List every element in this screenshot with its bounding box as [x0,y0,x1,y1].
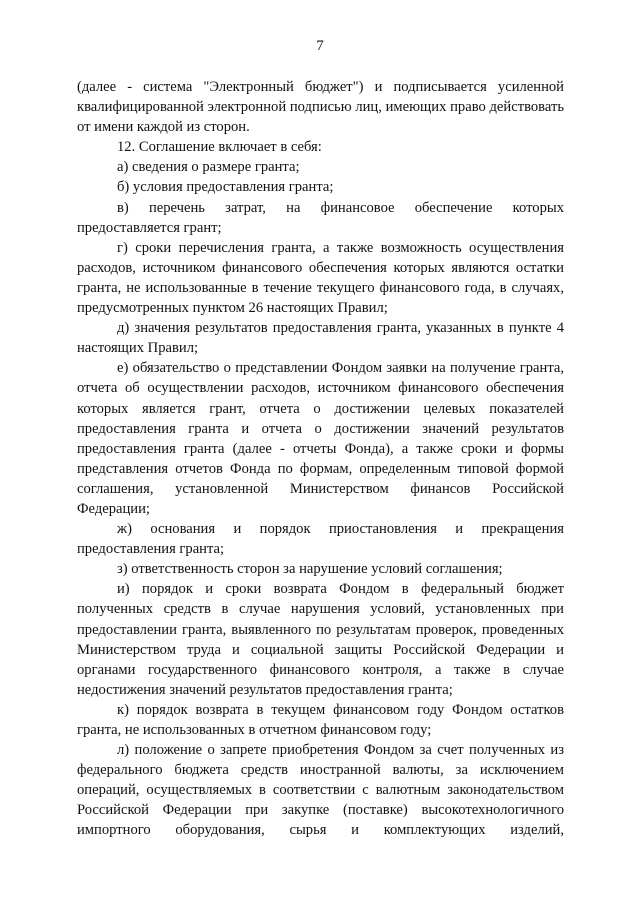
paragraph-item-g: г) сроки перечисления гранта, а также возможность осуществления расходов, источником финансового обеспечения которых являются остатки гранта, не использованные в течение текущего финансового года, в случаях, предусмотренных пунктом 26 настоящих Правил; [77,239,564,317]
paragraph-item-i: и) порядок и сроки возврата Фондом в федеральный бюджет полученных средств в случае нарушения условий, установленных при предоставлении гранта, выявленного по результатам проверок, проведенных Министерством труда и социальной защиты Российской Федерации и органами государственного финансового контроля, а также в случае недостижения значений результатов предоставления гранта; [77,581,564,698]
paragraph-clause-12: 12. Соглашение включает в себя: [117,139,322,156]
document-body [77,77,564,841]
paragraph-item-k: к) порядок возврата в текущем финансовом году Фондом остатков гранта, не использованных в отчетном финансовом году; [77,701,564,738]
paragraph-item-a: а) сведения о размере гранта; [117,159,300,176]
paragraph-item-l: л) положение о запрете приобретения Фондом за счет полученных из федерального бюджета средств иностранной валюты, за исключением операций, осуществляемых в соответствии с валютным законодательством Российской Федерации при закупке (поставке) высокотехнологичного импортного оборудования, сырья и комплектующих изделий, [77,742,564,839]
paragraph-item-v: в) перечень затрат, на финансовое обеспечение которых предоставляется грант; [77,199,564,236]
paragraph-item-d: д) значения результатов предоставления гранта, указанных в пункте 4 настоящих Правил; [77,320,564,357]
paragraph-item-z: з) ответственность сторон за нарушение условий соглашения; [117,561,503,578]
paragraph-continuation: (далее - система "Электронный бюджет") и подписывается усиленной квалифицированной электронной подписью лиц, имеющих право действовать от имени каждой из сторон. [77,79,564,136]
paragraph-item-e: е) обязательство о представлении Фондом заявки на получение гранта, отчета об осуществлении расходов, источником финансового обеспечения которых является грант, отчета о достижении целевых показателей предоставления гранта и отчета о достижении значений результатов предоставления гранта (далее - отчеты Фонда), а также сроки и формы представления отчетов Фонда по формам, определенным типовой формой соглашения, установленной Министерством финансов Российской Федерации; [77,360,564,517]
page-number: 7 [316,38,324,54]
paragraph-item-b: б) условия предоставления гранта; [117,179,334,196]
paragraph-item-zh: ж) основания и порядок приостановления и прекращения предоставления гранта; [77,521,564,558]
